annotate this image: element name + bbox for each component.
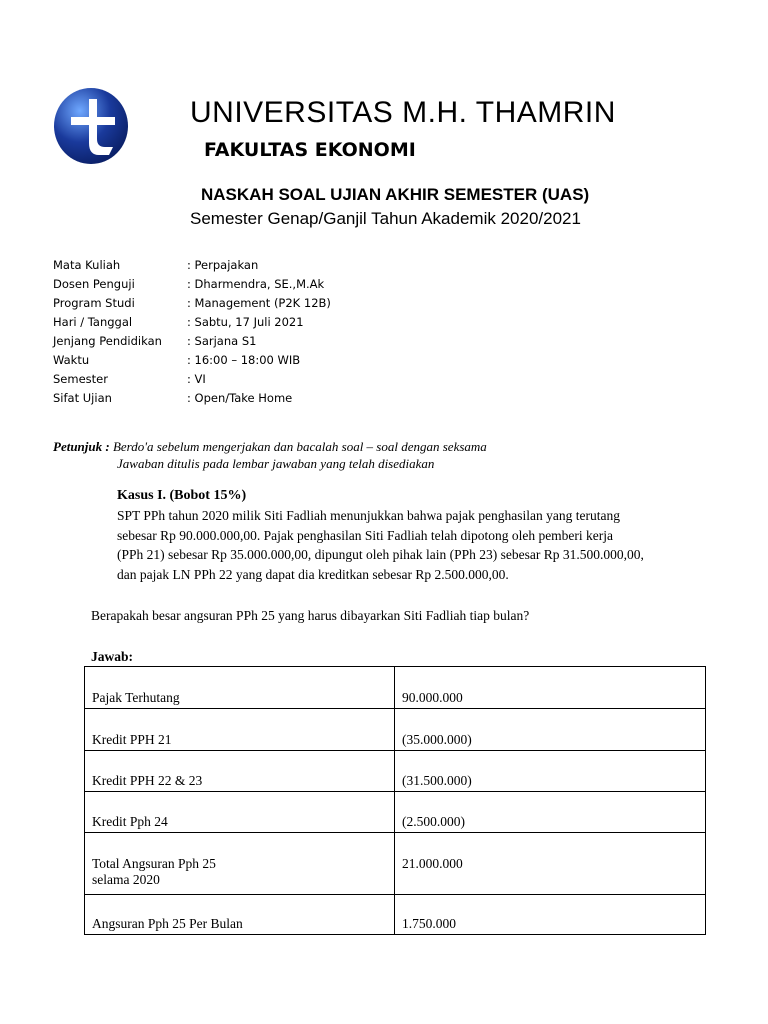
exam-info-list [53,255,453,407]
table-row [85,895,706,935]
instructions [53,438,487,472]
info-label: Waktu [53,352,90,367]
table-cell-label: Total Angsuran Pph 25 selama 2020 [85,833,395,895]
table-cell-label: Angsuran Pph 25 Per Bulan [85,895,395,935]
info-value: : Sabtu, 17 Juli 2021 [187,314,304,329]
case-title: Kasus I. (Bobot 15%) [117,488,247,503]
info-row [53,255,453,274]
case-body [117,506,717,584]
info-value: : 16:00 – 18:00 WIB [187,352,301,367]
table-cell-label: Kredit PPH 21 [85,709,395,751]
info-row [53,369,453,388]
exam-subtitle: Semester Genap/Ganjil Tahun Akademik 2020/2021 [190,209,581,228]
university-name: UNIVERSITAS M.H. THAMRIN [190,96,616,129]
table-cell-value: 21.000.000 [395,833,706,895]
info-row [53,331,453,350]
table-row [85,751,706,792]
faculty-name: FAKULTAS EKONOMI [204,139,416,161]
info-label: Semester [53,371,108,386]
info-row [53,388,453,407]
exam-title: NASKAH SOAL UJIAN AKHIR SEMESTER (UAS) [201,185,590,204]
instructions-line-2: Jawaban ditulis pada lembar jawaban yang telah disediakan [117,456,435,471]
table-cell-value: (31.500.000) [395,751,706,792]
case-line: sebesar Rp 90.000.000,00. Pajak penghasilan Siti Fadliah telah dipotong oleh pemberi kerja [117,527,614,543]
info-value: : Sarjana S1 [187,333,257,348]
case-question: Berapakah besar angsuran PPh 25 yang harus dibayarkan Siti Fadliah tiap bulan? [91,608,530,623]
university-logo-icon [53,87,129,165]
info-row [53,293,453,312]
table-cell-label: Kredit Pph 24 [85,792,395,833]
table-cell-value: (35.000.000) [395,709,706,751]
info-value: : Open/Take Home [187,390,293,405]
case-line: dan pajak LN PPh 22 yang dapat dia kreditkan sebesar Rp 2.500.000,00. [117,566,509,582]
table-cell-value: 1.750.000 [395,895,706,935]
answer-label: Jawab: [91,649,134,664]
answer-table [84,666,706,935]
info-label: Mata Kuliah [53,257,121,272]
info-row [53,274,453,293]
table-row [85,792,706,833]
info-label: Program Studi [53,295,135,310]
info-value: : Dharmendra, SE.,M.Ak [187,276,325,291]
info-label: Jenjang Pendidikan [53,333,162,348]
info-label: Dosen Penguji [53,276,135,291]
info-label: Hari / Tanggal [53,314,133,329]
info-row [53,350,453,369]
info-value: : Perpajakan [187,257,259,272]
instructions-line-1: Berdo'a sebelum mengerjakan dan bacalah soal – soal dengan seksama [112,439,487,454]
table-cell-label: Kredit PPH 22 & 23 [85,751,395,792]
table-row [85,667,706,709]
table-row [85,833,706,895]
table-cell-label: Pajak Terhutang [85,667,395,709]
info-value: : VI [187,371,206,386]
table-cell-value: (2.500.000) [395,792,706,833]
case-line: (PPh 21) sebesar Rp 35.000.000,00, dipungut oleh pihak lain (PPh 23) sebesar Rp 31.500.000,00, [117,547,644,562]
info-row [53,312,453,331]
info-label: Sifat Ujian [53,390,112,405]
instructions-label: Petunjuk : [53,439,110,454]
table-cell-value: 90.000.000 [395,667,706,709]
table-row [85,709,706,751]
info-value: : Management (P2K 12B) [187,295,331,310]
case-line: SPT PPh tahun 2020 milik Siti Fadliah menunjukkan bahwa pajak penghasilan yang terutang [117,508,620,523]
